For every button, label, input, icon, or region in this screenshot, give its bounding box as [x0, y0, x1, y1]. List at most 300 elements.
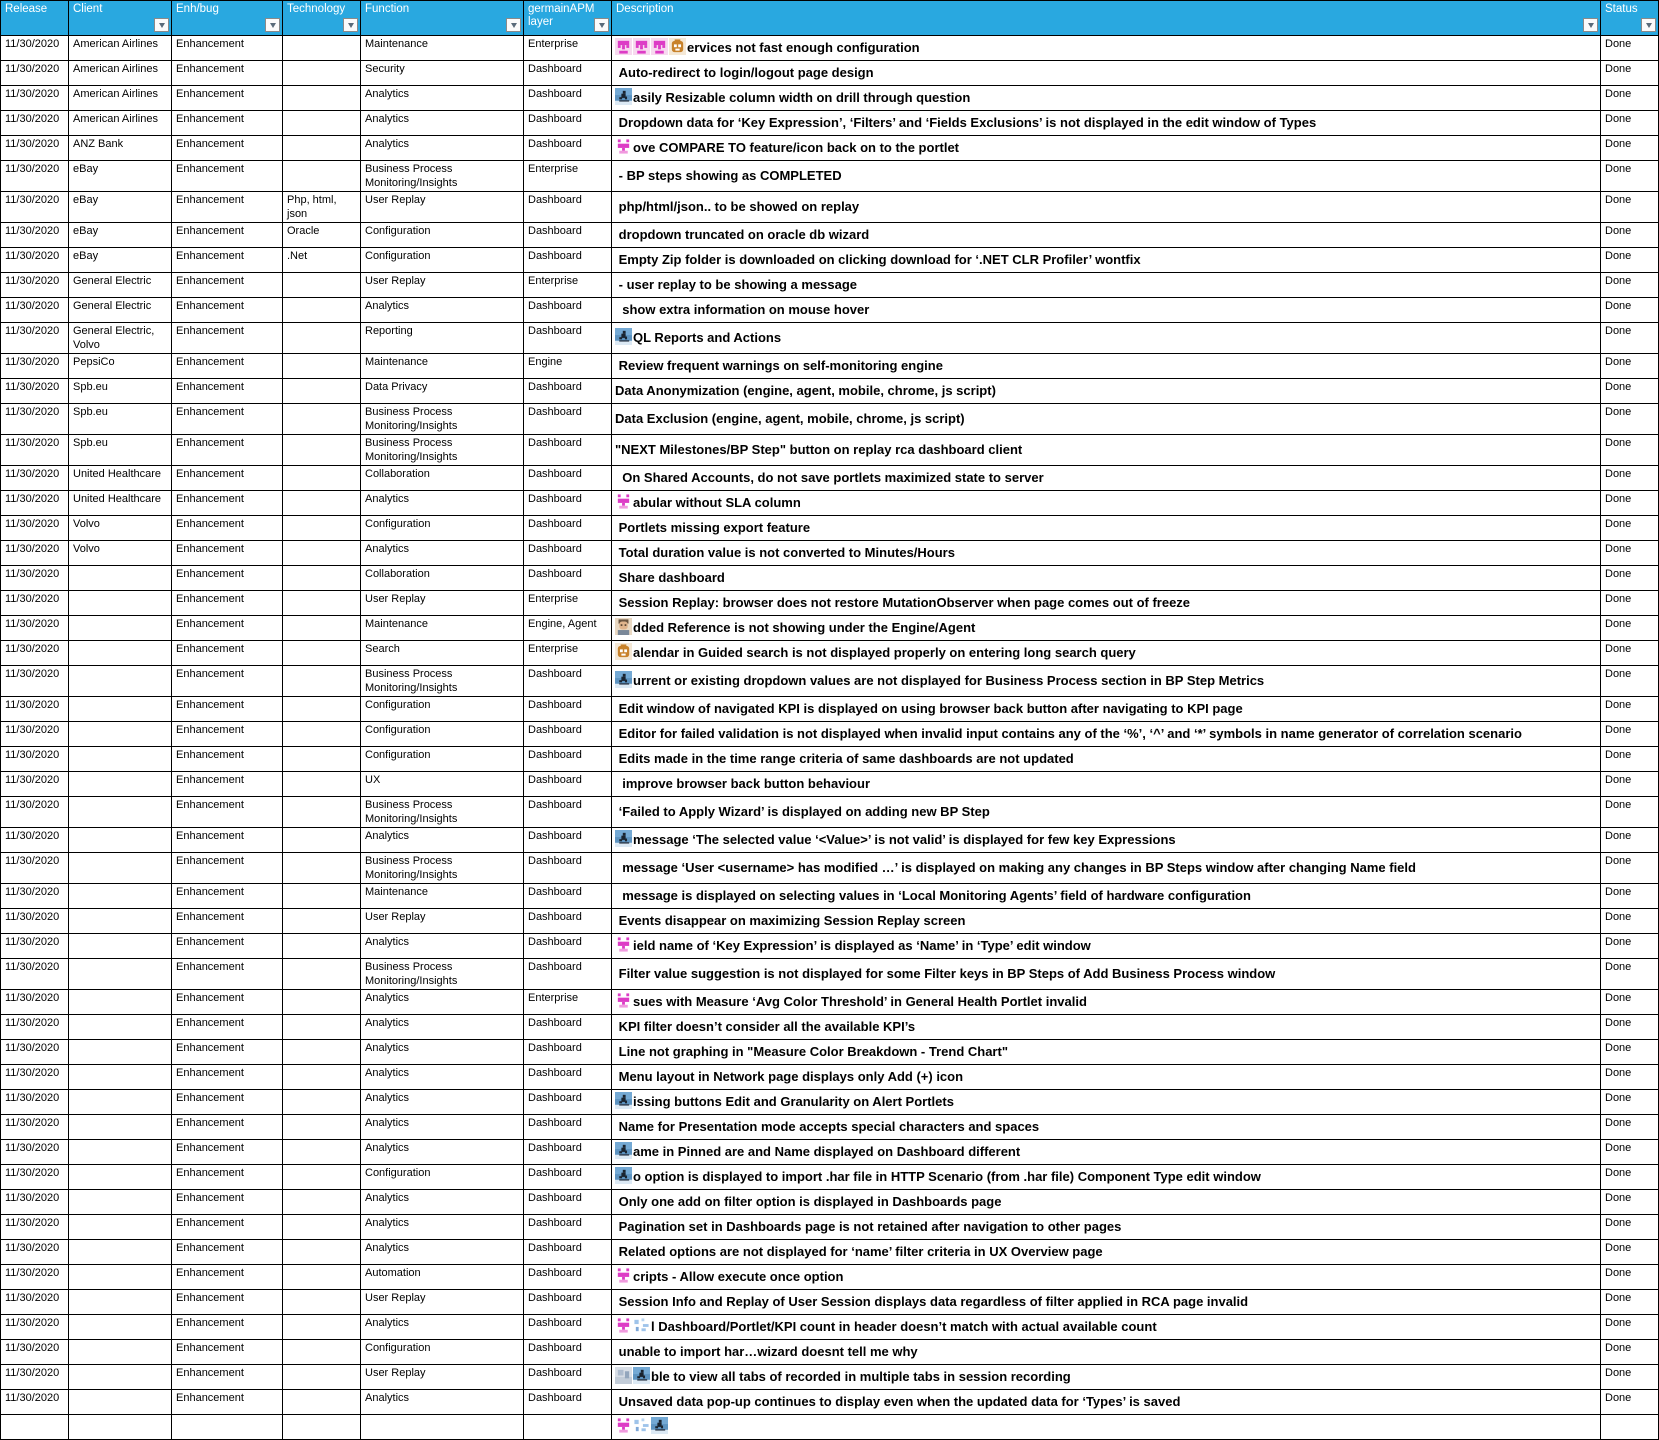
cell-desc[interactable] [612, 1190, 1601, 1215]
cell-release[interactable]: 11/30/2020 [1, 1190, 69, 1215]
cell-tech[interactable] [283, 491, 361, 516]
cell-release[interactable]: 11/30/2020 [1, 466, 69, 491]
cell-func[interactable]: Business Process Monitoring/Insights [361, 435, 524, 466]
cell-desc[interactable] [612, 541, 1601, 566]
cell-layer[interactable]: Dashboard [524, 797, 612, 828]
cell-status[interactable]: Done [1601, 1340, 1659, 1365]
cell-status[interactable]: Done [1601, 853, 1659, 884]
cell-desc[interactable] [612, 36, 1601, 61]
cell-client[interactable] [69, 1065, 172, 1090]
cell-client[interactable]: General Electric [69, 298, 172, 323]
cell-tech[interactable] [283, 959, 361, 990]
cell-tech[interactable] [283, 136, 361, 161]
cell-enh[interactable]: Enhancement [172, 1140, 283, 1165]
cell-release[interactable]: 11/30/2020 [1, 61, 69, 86]
cell-tech[interactable] [283, 853, 361, 884]
cell-tech[interactable] [283, 404, 361, 435]
cell-client[interactable] [69, 1115, 172, 1140]
cell-tech[interactable]: Oracle [283, 223, 361, 248]
cell-status[interactable]: Done [1601, 1015, 1659, 1040]
cell-layer[interactable]: Dashboard [524, 909, 612, 934]
filter-dropdown-button-layer[interactable] [594, 18, 609, 32]
cell-tech[interactable] [283, 934, 361, 959]
cell-release[interactable]: 11/30/2020 [1, 772, 69, 797]
cell-release[interactable]: 11/30/2020 [1, 379, 69, 404]
cell-release[interactable]: 11/30/2020 [1, 491, 69, 516]
cell-tech[interactable] [283, 1190, 361, 1215]
cell-desc[interactable] [612, 772, 1601, 797]
cell-desc[interactable] [612, 1115, 1601, 1140]
cell-layer[interactable]: Dashboard [524, 1165, 612, 1190]
cell-enh[interactable]: Enhancement [172, 666, 283, 697]
cell-layer[interactable]: Dashboard [524, 379, 612, 404]
cell-func[interactable]: Maintenance [361, 354, 524, 379]
cell-desc[interactable] [612, 161, 1601, 192]
cell-status[interactable]: Done [1601, 641, 1659, 666]
cell-layer[interactable]: Dashboard [524, 404, 612, 435]
cell-enh[interactable]: Enhancement [172, 1340, 283, 1365]
header-release[interactable] [1, 1, 69, 36]
cell-status[interactable]: Done [1601, 990, 1659, 1015]
cell-tech[interactable] [283, 466, 361, 491]
cell-enh[interactable]: Enhancement [172, 797, 283, 828]
cell-tech[interactable] [283, 828, 361, 853]
cell-enh[interactable]: Enhancement [172, 959, 283, 990]
cell-tech[interactable] [283, 1015, 361, 1040]
cell-func[interactable]: Configuration [361, 722, 524, 747]
cell-status[interactable]: Done [1601, 697, 1659, 722]
cell-desc[interactable] [612, 273, 1601, 298]
cell-tech[interactable] [283, 591, 361, 616]
cell-tech[interactable] [283, 722, 361, 747]
cell-layer[interactable]: Dashboard [524, 435, 612, 466]
cell-enh[interactable]: Enhancement [172, 323, 283, 354]
cell-layer[interactable]: Dashboard [524, 959, 612, 990]
cell-desc[interactable] [612, 853, 1601, 884]
header-layer[interactable] [524, 1, 612, 36]
cell-client[interactable] [69, 1390, 172, 1415]
cell-tech[interactable] [283, 1040, 361, 1065]
cell-tech[interactable] [283, 1165, 361, 1190]
cell-func[interactable]: Analytics [361, 934, 524, 959]
cell-tech[interactable] [283, 161, 361, 192]
cell-desc[interactable] [612, 136, 1601, 161]
cell-tech[interactable] [283, 1215, 361, 1240]
cell-enh[interactable]: Enhancement [172, 641, 283, 666]
cell-desc[interactable] [612, 990, 1601, 1015]
cell-layer[interactable]: Dashboard [524, 1115, 612, 1140]
cell-desc[interactable] [612, 641, 1601, 666]
cell-release[interactable]: 11/30/2020 [1, 1240, 69, 1265]
cell-func[interactable]: User Replay [361, 909, 524, 934]
cell-func[interactable]: Maintenance [361, 884, 524, 909]
cell-release[interactable]: 11/30/2020 [1, 1165, 69, 1190]
cell-func[interactable]: Analytics [361, 1090, 524, 1115]
cell-release[interactable]: 11/30/2020 [1, 298, 69, 323]
cell-status[interactable]: Done [1601, 273, 1659, 298]
cell-client[interactable] [69, 1140, 172, 1165]
cell-enh[interactable]: Enhancement [172, 223, 283, 248]
cell-func[interactable]: Analytics [361, 541, 524, 566]
cell-client[interactable] [69, 1265, 172, 1290]
cell-client[interactable] [69, 1340, 172, 1365]
cell-enh[interactable]: Enhancement [172, 298, 283, 323]
cell-func[interactable]: Analytics [361, 1115, 524, 1140]
cell-func[interactable]: Analytics [361, 111, 524, 136]
cell-release[interactable]: 11/30/2020 [1, 566, 69, 591]
cell-enh[interactable]: Enhancement [172, 491, 283, 516]
cell-layer[interactable]: Dashboard [524, 223, 612, 248]
cell-enh[interactable]: Enhancement [172, 273, 283, 298]
cell-status[interactable]: Done [1601, 1315, 1659, 1340]
cell-tech[interactable] [283, 516, 361, 541]
cell-func[interactable]: Business Process Monitoring/Insights [361, 404, 524, 435]
cell-layer[interactable]: Engine [524, 354, 612, 379]
cell-desc[interactable] [612, 828, 1601, 853]
cell-tech[interactable] [283, 323, 361, 354]
cell-status[interactable]: Done [1601, 1140, 1659, 1165]
cell-client[interactable]: American Airlines [69, 86, 172, 111]
cell-enh[interactable]: Enhancement [172, 697, 283, 722]
cell-tech[interactable] [283, 990, 361, 1015]
cell-release[interactable]: 11/30/2020 [1, 541, 69, 566]
cell-client[interactable] [69, 1040, 172, 1065]
cell-desc[interactable] [612, 934, 1601, 959]
cell-status[interactable] [1601, 1415, 1659, 1440]
cell-enh[interactable]: Enhancement [172, 516, 283, 541]
cell-func[interactable]: User Replay [361, 273, 524, 298]
cell-enh[interactable]: Enhancement [172, 1040, 283, 1065]
cell-desc[interactable] [612, 111, 1601, 136]
cell-desc[interactable] [612, 1165, 1601, 1190]
cell-enh[interactable]: Enhancement [172, 1015, 283, 1040]
cell-tech[interactable] [283, 1240, 361, 1265]
cell-client[interactable] [69, 1365, 172, 1390]
cell-tech[interactable] [283, 354, 361, 379]
cell-status[interactable]: Done [1601, 797, 1659, 828]
cell-enh[interactable]: Enhancement [172, 828, 283, 853]
cell-layer[interactable]: Dashboard [524, 466, 612, 491]
cell-desc[interactable] [612, 1015, 1601, 1040]
cell-layer[interactable]: Dashboard [524, 323, 612, 354]
cell-layer[interactable]: Enterprise [524, 641, 612, 666]
cell-status[interactable]: Done [1601, 772, 1659, 797]
cell-enh[interactable]: Enhancement [172, 435, 283, 466]
cell-release[interactable]: 11/30/2020 [1, 591, 69, 616]
cell-layer[interactable]: Dashboard [524, 61, 612, 86]
cell-desc[interactable] [612, 192, 1601, 223]
cell-client[interactable] [69, 772, 172, 797]
cell-status[interactable]: Done [1601, 61, 1659, 86]
cell-desc[interactable] [612, 404, 1601, 435]
cell-client[interactable] [69, 616, 172, 641]
cell-layer[interactable]: Dashboard [524, 1215, 612, 1240]
cell-tech[interactable] [283, 298, 361, 323]
cell-release[interactable]: 11/30/2020 [1, 828, 69, 853]
cell-status[interactable]: Done [1601, 828, 1659, 853]
cell-status[interactable]: Done [1601, 136, 1659, 161]
cell-status[interactable]: Done [1601, 959, 1659, 990]
cell-layer[interactable]: Enterprise [524, 161, 612, 192]
cell-func[interactable]: Configuration [361, 1165, 524, 1190]
cell-status[interactable]: Done [1601, 161, 1659, 192]
cell-desc[interactable] [612, 298, 1601, 323]
cell-status[interactable]: Done [1601, 36, 1659, 61]
cell-status[interactable]: Done [1601, 1390, 1659, 1415]
cell-client[interactable]: eBay [69, 248, 172, 273]
cell-release[interactable]: 11/30/2020 [1, 161, 69, 192]
cell-enh[interactable]: Enhancement [172, 161, 283, 192]
cell-func[interactable]: Configuration [361, 516, 524, 541]
cell-client[interactable] [69, 853, 172, 884]
cell-release[interactable]: 11/30/2020 [1, 111, 69, 136]
cell-desc[interactable] [612, 223, 1601, 248]
cell-client[interactable] [69, 1015, 172, 1040]
cell-desc[interactable] [612, 466, 1601, 491]
cell-func[interactable]: Maintenance [361, 616, 524, 641]
cell-release[interactable]: 11/30/2020 [1, 86, 69, 111]
cell-client[interactable]: eBay [69, 192, 172, 223]
cell-tech[interactable]: .Net [283, 248, 361, 273]
cell-enh[interactable] [172, 1415, 283, 1440]
cell-client[interactable]: American Airlines [69, 36, 172, 61]
cell-func[interactable] [361, 1415, 524, 1440]
cell-enh[interactable]: Enhancement [172, 1390, 283, 1415]
cell-client[interactable] [69, 1215, 172, 1240]
cell-enh[interactable]: Enhancement [172, 1240, 283, 1265]
cell-desc[interactable] [612, 323, 1601, 354]
cell-enh[interactable]: Enhancement [172, 1090, 283, 1115]
cell-layer[interactable]: Enterprise [524, 273, 612, 298]
cell-tech[interactable] [283, 1315, 361, 1340]
cell-tech[interactable] [283, 1140, 361, 1165]
cell-enh[interactable]: Enhancement [172, 248, 283, 273]
cell-status[interactable]: Done [1601, 435, 1659, 466]
cell-client[interactable] [69, 591, 172, 616]
cell-client[interactable]: American Airlines [69, 61, 172, 86]
cell-tech[interactable] [283, 111, 361, 136]
cell-enh[interactable]: Enhancement [172, 354, 283, 379]
cell-func[interactable]: User Replay [361, 1365, 524, 1390]
cell-status[interactable]: Done [1601, 1240, 1659, 1265]
cell-client[interactable] [69, 722, 172, 747]
cell-client[interactable] [69, 1415, 172, 1440]
cell-layer[interactable]: Dashboard [524, 1140, 612, 1165]
cell-client[interactable] [69, 1165, 172, 1190]
cell-release[interactable]: 11/30/2020 [1, 273, 69, 298]
cell-desc[interactable] [612, 697, 1601, 722]
cell-tech[interactable] [283, 884, 361, 909]
cell-func[interactable]: Analytics [361, 1390, 524, 1415]
cell-func[interactable]: Reporting [361, 323, 524, 354]
cell-release[interactable]: 11/30/2020 [1, 1315, 69, 1340]
cell-release[interactable]: 11/30/2020 [1, 516, 69, 541]
cell-status[interactable]: Done [1601, 1090, 1659, 1115]
cell-func[interactable]: Security [361, 61, 524, 86]
cell-release[interactable]: 11/30/2020 [1, 1065, 69, 1090]
cell-func[interactable]: Analytics [361, 828, 524, 853]
cell-client[interactable]: PepsiCo [69, 354, 172, 379]
cell-client[interactable] [69, 1315, 172, 1340]
filter-dropdown-button-enh[interactable] [265, 18, 280, 32]
cell-tech[interactable] [283, 1265, 361, 1290]
cell-tech[interactable] [283, 1390, 361, 1415]
cell-release[interactable] [1, 1415, 69, 1440]
cell-tech[interactable] [283, 1290, 361, 1315]
cell-client[interactable] [69, 1190, 172, 1215]
cell-func[interactable]: Analytics [361, 491, 524, 516]
cell-status[interactable]: Done [1601, 541, 1659, 566]
cell-status[interactable]: Done [1601, 1065, 1659, 1090]
cell-layer[interactable]: Dashboard [524, 666, 612, 697]
cell-desc[interactable] [612, 1215, 1601, 1240]
cell-client[interactable] [69, 909, 172, 934]
cell-tech[interactable] [283, 641, 361, 666]
cell-desc[interactable] [612, 616, 1601, 641]
cell-layer[interactable]: Engine, Agent [524, 616, 612, 641]
cell-enh[interactable]: Enhancement [172, 909, 283, 934]
cell-enh[interactable]: Enhancement [172, 616, 283, 641]
cell-tech[interactable]: Php, html, json [283, 192, 361, 223]
cell-release[interactable]: 11/30/2020 [1, 797, 69, 828]
cell-status[interactable]: Done [1601, 1365, 1659, 1390]
cell-release[interactable]: 11/30/2020 [1, 435, 69, 466]
cell-enh[interactable]: Enhancement [172, 404, 283, 435]
cell-layer[interactable]: Dashboard [524, 136, 612, 161]
filter-dropdown-button-tech[interactable] [343, 18, 358, 32]
cell-layer[interactable]: Dashboard [524, 697, 612, 722]
cell-release[interactable]: 11/30/2020 [1, 747, 69, 772]
cell-tech[interactable] [283, 1340, 361, 1365]
cell-func[interactable]: Analytics [361, 1140, 524, 1165]
cell-func[interactable]: User Replay [361, 591, 524, 616]
cell-layer[interactable]: Dashboard [524, 1390, 612, 1415]
cell-release[interactable]: 11/30/2020 [1, 990, 69, 1015]
cell-layer[interactable]: Dashboard [524, 1190, 612, 1215]
header-desc[interactable] [612, 1, 1601, 36]
cell-func[interactable]: Analytics [361, 1215, 524, 1240]
cell-status[interactable]: Done [1601, 298, 1659, 323]
filter-dropdown-button-func[interactable] [506, 18, 521, 32]
cell-client[interactable]: Spb.eu [69, 379, 172, 404]
cell-desc[interactable] [612, 1390, 1601, 1415]
cell-client[interactable] [69, 747, 172, 772]
cell-status[interactable]: Done [1601, 1165, 1659, 1190]
cell-desc[interactable] [612, 959, 1601, 990]
cell-client[interactable]: ANZ Bank [69, 136, 172, 161]
cell-desc[interactable] [612, 884, 1601, 909]
cell-desc[interactable] [612, 909, 1601, 934]
cell-release[interactable]: 11/30/2020 [1, 223, 69, 248]
cell-client[interactable]: United Healthcare [69, 466, 172, 491]
cell-desc[interactable] [612, 1415, 1601, 1440]
cell-func[interactable]: Analytics [361, 86, 524, 111]
cell-release[interactable]: 11/30/2020 [1, 354, 69, 379]
cell-layer[interactable]: Dashboard [524, 566, 612, 591]
cell-desc[interactable] [612, 354, 1601, 379]
cell-layer[interactable] [524, 1415, 612, 1440]
cell-desc[interactable] [612, 435, 1601, 466]
cell-func[interactable]: Analytics [361, 1315, 524, 1340]
cell-layer[interactable]: Dashboard [524, 853, 612, 884]
cell-tech[interactable] [283, 435, 361, 466]
cell-layer[interactable]: Dashboard [524, 111, 612, 136]
cell-enh[interactable]: Enhancement [172, 1065, 283, 1090]
cell-layer[interactable]: Dashboard [524, 1340, 612, 1365]
cell-status[interactable]: Done [1601, 192, 1659, 223]
cell-tech[interactable] [283, 666, 361, 697]
cell-client[interactable] [69, 990, 172, 1015]
cell-enh[interactable]: Enhancement [172, 541, 283, 566]
cell-tech[interactable] [283, 1415, 361, 1440]
cell-client[interactable] [69, 797, 172, 828]
cell-func[interactable]: Business Process Monitoring/Insights [361, 666, 524, 697]
cell-status[interactable]: Done [1601, 591, 1659, 616]
header-client[interactable] [69, 1, 172, 36]
cell-enh[interactable]: Enhancement [172, 1190, 283, 1215]
cell-desc[interactable] [612, 248, 1601, 273]
cell-desc[interactable] [612, 61, 1601, 86]
cell-func[interactable]: Data Privacy [361, 379, 524, 404]
cell-func[interactable]: Configuration [361, 1340, 524, 1365]
cell-layer[interactable]: Dashboard [524, 1290, 612, 1315]
cell-layer[interactable]: Dashboard [524, 1040, 612, 1065]
cell-status[interactable]: Done [1601, 466, 1659, 491]
cell-release[interactable]: 11/30/2020 [1, 192, 69, 223]
cell-func[interactable]: Analytics [361, 136, 524, 161]
cell-client[interactable] [69, 641, 172, 666]
filter-dropdown-button-status[interactable] [1641, 18, 1656, 32]
cell-func[interactable]: Automation [361, 1265, 524, 1290]
cell-enh[interactable]: Enhancement [172, 1215, 283, 1240]
cell-release[interactable]: 11/30/2020 [1, 1215, 69, 1240]
cell-client[interactable]: General Electric [69, 273, 172, 298]
cell-func[interactable]: Analytics [361, 298, 524, 323]
cell-tech[interactable] [283, 909, 361, 934]
cell-release[interactable]: 11/30/2020 [1, 934, 69, 959]
cell-status[interactable]: Done [1601, 223, 1659, 248]
cell-layer[interactable]: Dashboard [524, 772, 612, 797]
cell-client[interactable]: eBay [69, 161, 172, 192]
cell-desc[interactable] [612, 566, 1601, 591]
cell-func[interactable]: Collaboration [361, 466, 524, 491]
cell-release[interactable]: 11/30/2020 [1, 248, 69, 273]
cell-layer[interactable]: Dashboard [524, 298, 612, 323]
cell-func[interactable]: Collaboration [361, 566, 524, 591]
cell-layer[interactable]: Dashboard [524, 828, 612, 853]
cell-client[interactable] [69, 666, 172, 697]
cell-enh[interactable]: Enhancement [172, 379, 283, 404]
cell-client[interactable] [69, 959, 172, 990]
cell-release[interactable]: 11/30/2020 [1, 136, 69, 161]
cell-layer[interactable]: Dashboard [524, 541, 612, 566]
cell-tech[interactable] [283, 1115, 361, 1140]
cell-desc[interactable] [612, 797, 1601, 828]
cell-layer[interactable]: Enterprise [524, 591, 612, 616]
cell-desc[interactable] [612, 1065, 1601, 1090]
cell-desc[interactable] [612, 747, 1601, 772]
cell-release[interactable]: 11/30/2020 [1, 697, 69, 722]
cell-enh[interactable]: Enhancement [172, 61, 283, 86]
cell-release[interactable]: 11/30/2020 [1, 853, 69, 884]
cell-enh[interactable]: Enhancement [172, 36, 283, 61]
cell-status[interactable]: Done [1601, 516, 1659, 541]
cell-desc[interactable] [612, 1265, 1601, 1290]
cell-enh[interactable]: Enhancement [172, 192, 283, 223]
cell-func[interactable]: Maintenance [361, 36, 524, 61]
cell-layer[interactable]: Dashboard [524, 1365, 612, 1390]
cell-status[interactable]: Done [1601, 1290, 1659, 1315]
